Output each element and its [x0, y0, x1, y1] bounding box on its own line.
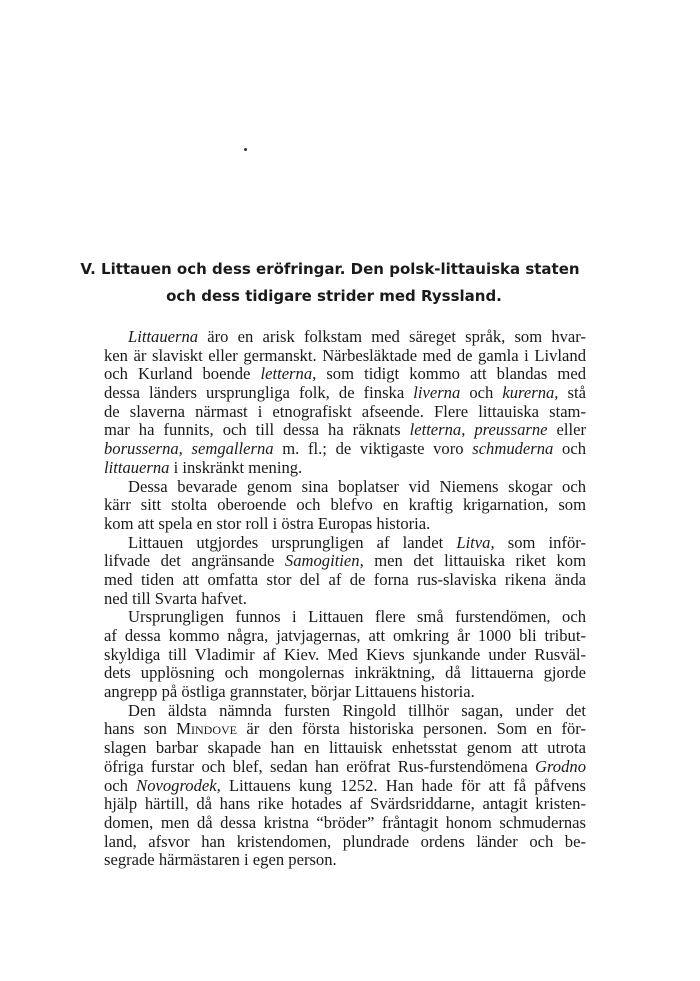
text-line: [104, 440, 586, 459]
text-run: Ursprungligen funnos i Littauen flere små furstendömen, och: [128, 607, 586, 627]
text-line: [104, 851, 586, 870]
text-run: äro en arisk folkstam med säreget språk, som hvar-: [198, 327, 586, 346]
text-run: och: [460, 383, 503, 403]
text-line: [104, 664, 586, 683]
text-line: [104, 758, 586, 777]
body-text: [104, 328, 586, 870]
text-line: [104, 720, 586, 739]
text-line: [104, 683, 586, 702]
text-run: land, afsvor han kristendomen, plundrade ordens länder och be-: [104, 831, 586, 851]
text-line: [104, 478, 586, 497]
text-line: [104, 347, 586, 366]
text-run: Den äldsta nämnda fursten Ringold tillhör sagan, under det: [128, 700, 586, 720]
text-run: domen, men då dessa kristna “bröder” fråntagit honom schmudernas: [104, 812, 586, 832]
text-run: och Kurland boende: [104, 364, 261, 384]
text-run: dessa länders ursprungliga folk, de finska: [104, 383, 414, 403]
text-run: lifvade det angränsande: [104, 551, 285, 571]
text-run: m. fl.; de viktigaste voro: [273, 439, 473, 459]
text-run: angrepp på östliga grannstater, börjar Littauens historia.: [104, 682, 475, 702]
text-run: segrade härmästaren i egen person.: [104, 850, 337, 870]
text-run: slagen barbar skapade han en littauisk enhetsstat genom att utrota: [104, 738, 586, 758]
text-run: med tiden att omfatta stor del af de forna rus-slaviska rikena ända: [104, 569, 586, 589]
text-line: [104, 496, 586, 515]
text-line: [104, 421, 586, 440]
text-line: [104, 552, 586, 571]
italic-term: schmuderna: [472, 439, 554, 459]
text-line: [104, 365, 586, 384]
small-caps-name: Mindove: [176, 719, 238, 739]
italic-term: borusserna, semgallerna: [104, 439, 274, 459]
text-line: [104, 459, 586, 478]
text-run: är den första historiska personen. Som en för-: [237, 719, 586, 739]
text-line: [104, 608, 586, 627]
text-line: [104, 515, 586, 534]
text-run: kom att spela en stor roll i östra Europas historia.: [104, 513, 431, 533]
italic-term: Novogrodek,: [136, 775, 221, 795]
italic-term: kurerna,: [502, 383, 559, 403]
text-line: [104, 777, 586, 796]
text-run: ken är slaviskt eller germanskt. Närbesläktade med de gamla i Livland: [104, 345, 586, 365]
text-run: hans son: [104, 719, 177, 739]
text-line: [104, 571, 586, 590]
text-line: [104, 739, 586, 758]
italic-term: Litva,: [456, 532, 495, 552]
italic-term: liverna: [413, 383, 461, 403]
text-line: [104, 795, 586, 814]
italic-term: letterna, preussarne: [409, 420, 548, 440]
chapter-heading: [80, 256, 580, 310]
text-run: Dessa bevarade genom sina boplatser vid Niemens skogar och: [128, 476, 586, 496]
text-line: [104, 384, 586, 403]
chapter-heading-line-2: och dess tidigare strider med Ryssland.: [166, 287, 502, 305]
chapter-heading-line-1: V. Littauen och dess eröfringar. Den polsk-littauiska staten: [80, 260, 580, 278]
text-run: dets upplösning och mongolernas inkräktning, då littauerna gjorde: [104, 663, 586, 683]
text-run: Littauen utgjordes ursprungligen af landet: [128, 532, 457, 552]
text-run: som inför-: [494, 532, 586, 552]
text-line: [104, 590, 586, 609]
text-line: [104, 534, 586, 553]
text-line: [104, 328, 586, 347]
text-run: skyldiga till Vladimir af Kiev. Med Kievs sjunkande under Rusväl-: [104, 644, 586, 664]
text-run: och: [553, 439, 587, 459]
text-line: [104, 814, 586, 833]
text-run: ned till Svarta hafvet.: [104, 588, 247, 608]
ink-speck: [244, 148, 247, 151]
italic-term: Grodno: [534, 756, 586, 776]
text-run: eller: [547, 420, 586, 440]
text-run: Littauens kung 1252. Han hade för att få påfvens: [220, 775, 586, 795]
text-run: öfriga furstar och blef, sedan han eröfrat Rus-furstendömena: [104, 756, 535, 776]
text-run: som tidigt kommo att blandas med: [316, 364, 586, 384]
text-run: de slaverna närmast i etnografiskt afseende. Flere littauiska stam-: [104, 401, 586, 421]
text-run: hjälp härtill, då hans rike hotades af Svärdsriddarne, antagit kristen-: [104, 794, 586, 814]
text-run: och: [104, 775, 137, 795]
text-line: [104, 702, 586, 721]
italic-term: Littauerna: [128, 327, 199, 346]
text-run: stå: [558, 383, 586, 403]
italic-term: littauerna: [104, 457, 170, 477]
text-run: af dessa kommo några, jatvjagernas, att omkring år 1000 bli tribut-: [104, 626, 586, 645]
text-run: kärr sitt stolta oberoende och blefvo en kraftig krigarnation, som: [104, 495, 586, 515]
text-line: [104, 646, 586, 665]
text-run: i inskränkt mening.: [169, 457, 303, 477]
italic-term: Samogitien,: [284, 551, 364, 571]
text-line: [104, 403, 586, 422]
text-run: mar ha funnits, och till dessa ha räknats: [104, 420, 410, 440]
text-run: men det littauiska riket kom: [363, 551, 587, 571]
text-line: [104, 833, 586, 852]
text-line: [104, 627, 586, 646]
italic-term: letterna,: [260, 364, 317, 384]
